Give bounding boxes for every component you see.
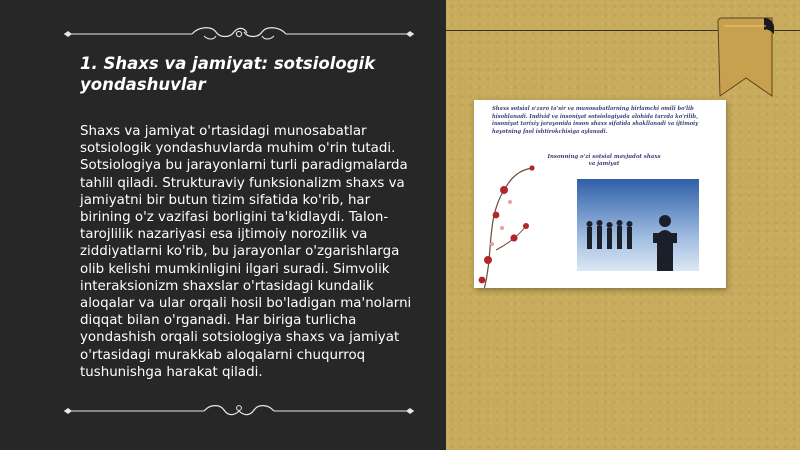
top-ornament-icon (64, 24, 414, 44)
image-caption: Shaxs sotsial o'zaro ta'sir va munosabatlarning birlamchi omili bo'lib hisoblanadi. Individ va insoniyat sotsiologiyada alohida tarzda ko'rilib, insoniyat tarixiy jarayonida inson shaxs sifatida shakllanadi va ijtimoiy hayotning faol ishtirokchisiga aylanadi. (492, 106, 699, 135)
image-subcaption: Insonning o'zi sotsial mavjudot shaxs va jamiyat (547, 154, 661, 168)
slide-title: 1. Shaxs va jamiyat: sotsiologik yondashuvlar (80, 54, 376, 94)
slide-body-text: Shaxs va jamiyat o'rtasidagi munosabatlar sotsiologik yondashuvlarda muhim o'rin tutadi. Sotsiologiya bu jarayonlarni turli paradigmalarda tahlil qiladi. Strukturaviy funksionalizm shaxs va jamiyatni bir butun tizim sifatida ko'rib, har birining o'z vazifasi borligini ta'kidlaydi. Talon-tarojlilik nazariyasi esa ijtimoiy norozilik va ziddiyatlarni ko'rib, bu jarayonlar o'zgarishlarga olib kelishi mumkinligini ilgari suradi. Simvolik interaksionizm shaxslar o'rtasidagi kundalik aloqalar va ular orqali hosil bo'ladigan ma'nolarni diqqat bilan o'rganadi. Har biriga turlicha yondashish orqali sotsiologiya shaxs va jamiyat o'rtasidagi murakkab aloqalarni chuqurroq tushunishga harakat qiladi. (80, 124, 412, 380)
illustration-image (474, 100, 726, 288)
business-people-figure (577, 179, 699, 271)
floral-decoration-icon (474, 140, 554, 288)
bookmark-ribbon-icon (716, 16, 776, 98)
bottom-ornament-icon (64, 400, 414, 420)
